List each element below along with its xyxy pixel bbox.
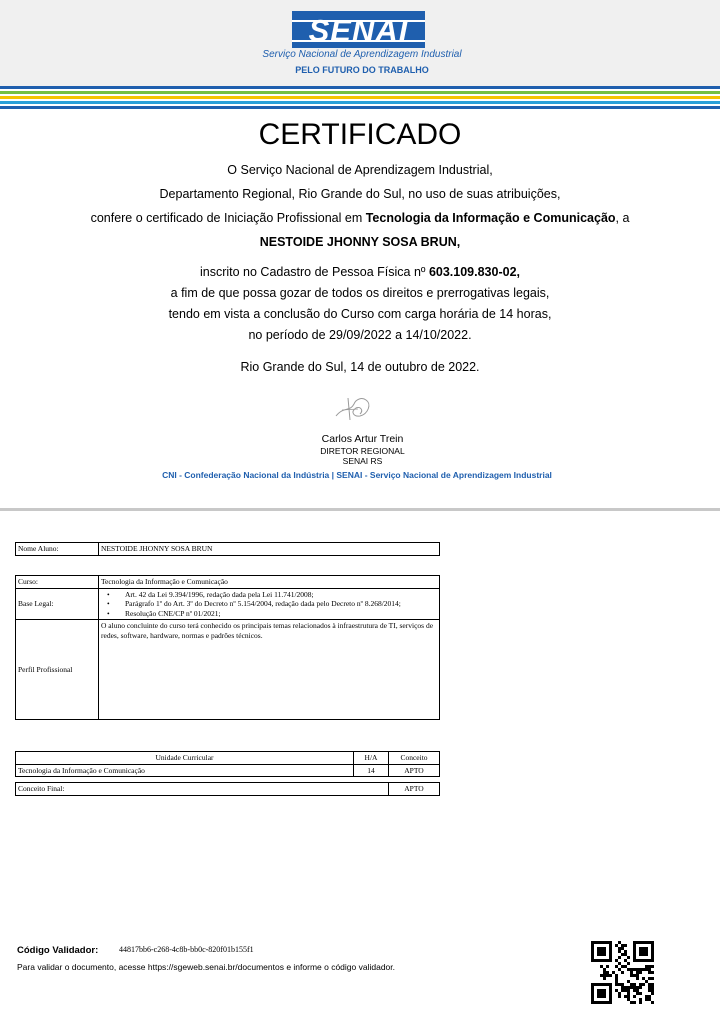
qr-module (603, 959, 606, 962)
qr-module (621, 983, 624, 986)
aluno-label: Nome Aluno: (16, 543, 99, 556)
org-name: Serviço Nacional de Aprendizagem Industrial (262, 49, 462, 60)
certificate-title: CERTIFICADO (258, 118, 462, 151)
qr-module (618, 962, 621, 965)
qr-module (603, 989, 606, 992)
qr-module (624, 965, 627, 968)
qr-module (627, 962, 630, 965)
qr-module (618, 950, 621, 953)
qr-module (600, 953, 603, 956)
qr-module (639, 983, 642, 986)
footer-org: CNI - Confederação Nacional da Indústria | SENAI - Serviço Nacional de Aprendizagem Industrial (162, 470, 552, 480)
curso-value: Tecnologia da Informação e Comunicação (99, 576, 440, 589)
qr-module (651, 953, 654, 956)
qr-module (651, 992, 654, 995)
qr-module (609, 989, 612, 992)
qr-module (618, 983, 621, 986)
qr-module (615, 944, 618, 947)
qr-module (591, 956, 594, 959)
qr-module (597, 941, 600, 944)
qr-module (615, 959, 618, 962)
qr-module (597, 995, 600, 998)
place-date: Rio Grande do Sul, 14 de outubro de 2022. (240, 360, 480, 374)
stripe-yellow (0, 96, 720, 99)
qr-module (591, 995, 594, 998)
qr-module (627, 995, 630, 998)
qr-module (642, 968, 645, 971)
qr-module (633, 959, 636, 962)
table-row (16, 576, 440, 589)
qr-module (597, 947, 600, 950)
qr-module (651, 956, 654, 959)
qr-module (594, 1001, 597, 1004)
qr-module (621, 944, 624, 947)
qr-module (609, 995, 612, 998)
qr-module (642, 977, 645, 980)
qr-module (633, 1001, 636, 1004)
qr-module (633, 944, 636, 947)
header-ha: H/A (354, 752, 389, 765)
qr-module (603, 968, 606, 971)
qr-module (633, 989, 636, 992)
qr-module (642, 950, 645, 953)
student-name: NESTOIDE JHONNY SOSA BRUN, (259, 235, 461, 249)
qr-module (633, 983, 636, 986)
qr-module (606, 983, 609, 986)
qr-module (612, 971, 615, 974)
qr-module (603, 953, 606, 956)
qr-module (636, 992, 639, 995)
table-header-row (16, 752, 440, 765)
signature-icon (330, 394, 380, 424)
qr-module (636, 974, 639, 977)
qr-module (606, 959, 609, 962)
qr-module (603, 977, 606, 980)
qr-module (648, 965, 651, 968)
qr-module (648, 971, 651, 974)
slogan: PELO FUTURO DO TRABALHO (295, 65, 429, 75)
qr-module (636, 971, 639, 974)
qr-module (639, 953, 642, 956)
validator-label: Código Validador: (17, 945, 99, 956)
qr-module (630, 983, 633, 986)
qr-module (603, 992, 606, 995)
qr-module (600, 947, 603, 950)
qr-module (636, 959, 639, 962)
qr-module (618, 941, 621, 944)
qr-module (615, 989, 618, 992)
qr-module (606, 941, 609, 944)
qr-module (651, 947, 654, 950)
qr-module (591, 986, 594, 989)
qr-module (651, 989, 654, 992)
logo-text: SENAI (308, 13, 409, 48)
curso-label: Curso: (16, 576, 99, 589)
table-row (16, 588, 440, 620)
header-banner (0, 0, 720, 86)
qr-module (609, 983, 612, 986)
qr-module (648, 941, 651, 944)
qr-module (627, 992, 630, 995)
qr-module (615, 980, 618, 983)
qr-module (636, 986, 639, 989)
qr-module (618, 992, 621, 995)
unit-ha: 14 (354, 764, 389, 777)
qr-module (651, 950, 654, 953)
final-label: Conceito Final: (16, 783, 389, 796)
qr-module (609, 956, 612, 959)
qr-module (645, 995, 648, 998)
qr-module (621, 953, 624, 956)
qr-module (639, 986, 642, 989)
table-row (16, 620, 440, 720)
qr-module (651, 977, 654, 980)
qr-module (645, 947, 648, 950)
qr-module (627, 980, 630, 983)
qr-module (609, 959, 612, 962)
qr-module (639, 947, 642, 950)
stripe-cyan (0, 101, 720, 104)
qr-module (621, 989, 624, 992)
signer-role: DIRETOR REGIONAL (320, 446, 405, 456)
qr-module (600, 995, 603, 998)
qr-module (591, 1001, 594, 1004)
aluno-value: NESTOIDE JHONNY SOSA BRUN (99, 543, 440, 556)
qr-module (645, 965, 648, 968)
qr-module (600, 989, 603, 992)
signer-name: Carlos Artur Trein (321, 433, 404, 445)
unit-name: Tecnologia da Informação e Comunicação (16, 764, 354, 777)
qr-module (633, 941, 636, 944)
qr-module (597, 992, 600, 995)
period-line: no período de 29/09/2022 a 14/10/2022. (248, 328, 472, 342)
qr-module (639, 959, 642, 962)
qr-module (600, 983, 603, 986)
qr-module (615, 977, 618, 980)
qr-module (642, 953, 645, 956)
qr-module (606, 971, 609, 974)
qr-module (615, 983, 618, 986)
cpf-number: 603.109.830-02, (428, 265, 521, 279)
qr-module (648, 977, 651, 980)
qr-module (636, 968, 639, 971)
table-row (16, 764, 440, 777)
qr-module (603, 983, 606, 986)
qr-module (603, 941, 606, 944)
qr-module (648, 998, 651, 1001)
student-table (15, 542, 440, 556)
qr-module (600, 965, 603, 968)
cpf-prefix: inscrito no Cadastro de Pessoa Física nº (199, 265, 429, 279)
qr-module (645, 968, 648, 971)
qr-module (597, 959, 600, 962)
qr-module (618, 995, 621, 998)
qr-module (609, 947, 612, 950)
qr-module (648, 995, 651, 998)
qr-module (606, 1001, 609, 1004)
qr-module (651, 941, 654, 944)
qr-module (639, 1001, 642, 1004)
qr-module (633, 953, 636, 956)
qr-module (624, 959, 627, 962)
qr-module (627, 968, 630, 971)
qr-module (627, 986, 630, 989)
table-row (16, 783, 440, 796)
qr-module (633, 947, 636, 950)
units-table (15, 751, 440, 777)
qr-module (630, 986, 633, 989)
qr-module (645, 950, 648, 953)
intro-line-2: Departamento Regional, Rio Grande do Sul, no uso de suas atribuições, (159, 187, 561, 201)
qr-module (642, 959, 645, 962)
senai-logo (292, 11, 425, 48)
qr-module (624, 995, 627, 998)
qr-module (597, 953, 600, 956)
qr-module (597, 1001, 600, 1004)
stripe-green (0, 91, 720, 94)
qr-module (603, 995, 606, 998)
qr-module (636, 989, 639, 992)
list-item: • Resolução CNE/CP nº 01/2021; (113, 609, 437, 619)
validator-code: 44817bb6-c268-4c8b-bb0c-820f01b155f1 (119, 945, 254, 954)
qr-module (651, 959, 654, 962)
base-value (99, 588, 440, 620)
unit-conceito: APTO (389, 764, 440, 777)
qr-module (621, 965, 624, 968)
qr-module (609, 998, 612, 1001)
qr-module (651, 944, 654, 947)
qr-module (603, 950, 606, 953)
qr-module (633, 995, 636, 998)
qr-module (624, 989, 627, 992)
signer-unit: SENAI RS (342, 456, 383, 466)
qr-module (618, 947, 621, 950)
qr-module (633, 974, 636, 977)
qr-module (651, 971, 654, 974)
qr-module (597, 983, 600, 986)
qr-module (606, 965, 609, 968)
qr-module (621, 971, 624, 974)
qr-module (648, 989, 651, 992)
qr-module (639, 971, 642, 974)
qr-module (630, 971, 633, 974)
header-conceito: Conceito (389, 752, 440, 765)
qr-module (609, 950, 612, 953)
qr-module (627, 989, 630, 992)
qr-module (609, 941, 612, 944)
qr-code-icon (591, 941, 654, 1004)
perfil-value: O aluno concluinte do curso terá conhecido os principais temas relacionados à infraestrutura de TI, serviços de redes, software, hardware, normas e padrões técnicos. (99, 620, 440, 720)
qr-module (594, 941, 597, 944)
qr-module (591, 989, 594, 992)
course-name: Tecnologia da Informação e Comunicação (365, 211, 616, 225)
qr-module (648, 968, 651, 971)
qr-module (600, 950, 603, 953)
qr-module (609, 992, 612, 995)
qr-module (639, 992, 642, 995)
qr-module (639, 950, 642, 953)
qr-module (594, 983, 597, 986)
qr-module (621, 986, 624, 989)
qr-module (624, 950, 627, 953)
qr-module (618, 956, 621, 959)
qr-module (621, 947, 624, 950)
intro-line-3 (0, 210, 720, 226)
qr-module (606, 974, 609, 977)
qr-module (633, 956, 636, 959)
workload-line: tendo em vista a conclusão do Curso com carga horária de 14 horas, (168, 307, 552, 321)
qr-module (609, 944, 612, 947)
qr-module (636, 977, 639, 980)
base-label: Base Legal: (16, 588, 99, 620)
qr-module (591, 992, 594, 995)
header-unidade: Unidade Curricular (16, 752, 354, 765)
validation-instructions: Para validar o documento, acesse https://sgeweb.senai.br/documentos e informe o código validador. (17, 962, 395, 972)
qr-module (615, 965, 618, 968)
qr-module (645, 998, 648, 1001)
intro-line-3-post: , a (615, 211, 630, 225)
qr-module (633, 968, 636, 971)
qr-module (648, 983, 651, 986)
qr-module (594, 959, 597, 962)
list-item: • Art. 42 da Lei 9.394/1996, redação dada pela Lei 11.741/2008; (113, 590, 437, 600)
qr-module (591, 983, 594, 986)
qr-module (591, 944, 594, 947)
page-divider (0, 508, 720, 511)
qr-module (603, 1001, 606, 1004)
qr-module (600, 941, 603, 944)
qr-module (648, 986, 651, 989)
qr-module (636, 941, 639, 944)
qr-module (633, 986, 636, 989)
qr-module (645, 953, 648, 956)
qr-module (651, 965, 654, 968)
qr-module (603, 974, 606, 977)
qr-module (648, 959, 651, 962)
qr-module (645, 959, 648, 962)
qr-module (642, 983, 645, 986)
qr-module (645, 980, 648, 983)
qr-module (600, 959, 603, 962)
qr-module (639, 941, 642, 944)
qr-module (624, 986, 627, 989)
qr-module (591, 998, 594, 1001)
qr-module (597, 989, 600, 992)
qr-module (651, 986, 654, 989)
qr-module (639, 998, 642, 1001)
perfil-label: Perfil Profissional (16, 620, 99, 720)
qr-module (600, 992, 603, 995)
qr-module (609, 953, 612, 956)
course-table (15, 575, 440, 720)
qr-module (642, 947, 645, 950)
final-value: APTO (389, 783, 440, 796)
qr-module (615, 974, 618, 977)
legal-list (101, 590, 437, 619)
qr-module (630, 968, 633, 971)
stripe-blue-2 (0, 106, 720, 109)
final-table (15, 782, 440, 796)
qr-module (609, 974, 612, 977)
qr-module (627, 998, 630, 1001)
qr-module (633, 950, 636, 953)
qr-module (609, 986, 612, 989)
qr-module (651, 1001, 654, 1004)
qr-module (642, 941, 645, 944)
qr-module (600, 1001, 603, 1004)
qr-module (630, 1001, 633, 1004)
qr-module (630, 974, 633, 977)
qr-module (651, 983, 654, 986)
qr-module (627, 956, 630, 959)
stripe-blue (0, 86, 720, 89)
qr-module (609, 1001, 612, 1004)
qr-module (603, 971, 606, 974)
qr-module (600, 974, 603, 977)
qr-module (591, 941, 594, 944)
intro-line-3-pre: confere o certificado de Iniciação Profissional em (90, 211, 366, 225)
table-row (16, 543, 440, 556)
qr-module (624, 944, 627, 947)
qr-module (645, 941, 648, 944)
qr-module (591, 950, 594, 953)
header-stripes (0, 86, 720, 114)
qr-module (591, 947, 594, 950)
qr-module (618, 968, 621, 971)
list-item: • Parágrafo 1º do Art. 3º do Decreto nº 5.154/2004, redação dada pelo Decreto nº 8.268/2014; (113, 599, 437, 609)
qr-module (603, 947, 606, 950)
qr-module (624, 953, 627, 956)
cpf-line (0, 264, 720, 280)
qr-module (597, 950, 600, 953)
intro-line-1: O Serviço Nacional de Aprendizagem Industrial, (227, 163, 493, 177)
qr-module (639, 968, 642, 971)
qr-module (591, 959, 594, 962)
qr-module (591, 953, 594, 956)
rights-line: a fim de que possa gozar de todos os direitos e prerrogativas legais, (170, 286, 550, 300)
